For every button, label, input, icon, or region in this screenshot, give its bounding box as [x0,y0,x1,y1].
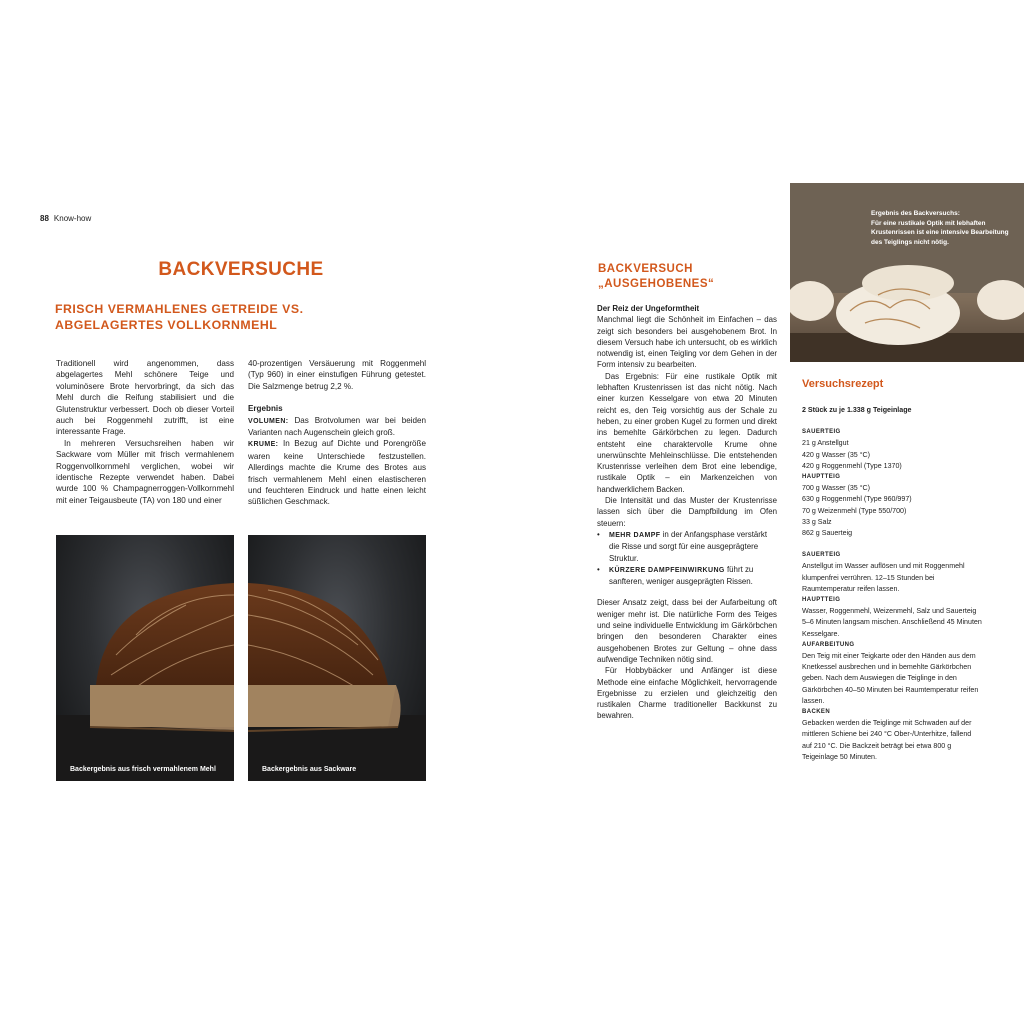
recipe-yield: 2 Stück zu je 1.338 g Teigeinlage [802,406,912,414]
paragraph: Das Ergebnis: Für eine rustikale Optik mit lebhaften Krustenrissen ist das nicht nötig. Nach einer kurzen Kesselgare von etwa 20 Minuten reicht es, den Teig vorsichtig aus der Schale zu heben, zu einer groben Kugel zu formen und direkt ins bemehlte Gärkörbchen zu legen. Dadurch entsteht eine charaktervolle Krume ohne unerwünschte Mehleinschlüsse. Die entstehenden Krustenrisse verleihen dem Brot eine lebendige, rustikale Optik – ein Markenzeichen von handwerklichem Backen. [597,371,777,494]
bread-photo-fresh-flour [56,535,234,781]
bullet-text: in der Anfangsphase verstärkt die Risse und sorgt für eine ausgeprägtere Struktur. [609,529,768,563]
volume-text: Das Brotvolumen war bei beiden Varianten nach Augenschein gleich groß. [248,415,426,438]
page-title: BACKVERSUCHE [158,259,324,280]
photo-caption: Backergebnis aus frisch vermahlenem Mehl [70,766,216,773]
caption-line-1: Ergebnis des Backversuchs: [871,210,960,217]
paragraph: Manchmal liegt die Schönheit im Einfachen – das zeigt sich besonders bei ausgehobenem Brot. In diesem Versuch habe ich untersucht, ob es wirklich notwendig ist, einen Teigling vor dem Gehen in der Form intensiv zu bearbeiten. [597,315,777,370]
paragraph: Traditionell wird angenommen, dass abgelagertes Mehl schönere Teige und voluminösere Brote hervorbringt, da sich das Mehl durch die Reifung stabilisiert und die Glutenstruktur verbessert. Doch ob dieser Vorteil auch bei Roggenmehl zutrifft, ist eine interessante Frage. [56,359,234,437]
bread-half-image [248,535,426,781]
step-sourdough-text: Anstellgut im Wasser auflösen und mit Roggenmehl klumpenfrei verrühren. 12–15 Stunden bei Raumtemperatur reifen lassen. [802,562,965,593]
ingredient-item: 33 g Salz [802,517,832,526]
bullet-label: MEHR DAMPF [609,531,661,539]
crumb-text: In Bezug auf Dichte und Porengröße waren keine Unterschiede festzustellen. Allerdings machte die Krume des Brotes aus frisch vermahlenem Mehl einen elastischeren und feuchteren Eindruck und hatte einen leicht süßlichen Geschmack. [248,439,426,507]
caption-line-2: Für eine rustikale Optik mit lebhaften Krustenrissen ist eine intensive Bearbeitung des Teiglings nicht nötig. [871,219,1009,246]
step-main-dough-text: Wasser, Roggenmehl, Weizenmehl, Salz und Sauerteig 5–6 Minuten langsam mischen. Anschließend 45 Minuten Kesselgare. [802,607,982,638]
paragraph: 40-prozentigen Versäuerung mit Roggenmehl (Typ 960) in einer einstufigen Führung getestet. Die Salzmenge betrug 2,2 %. [248,359,426,391]
ingredients-main-dough-label: HAUPTTEIG [802,474,841,481]
recipe-title: Versuchsrezept [802,378,884,390]
page-header [40,214,91,223]
page-number: 88 [40,214,49,223]
step-baking-label: BACKEN [802,709,831,716]
section-title-line-2: „AUSGEHOBENES“ [598,278,715,290]
step-sourdough-label: SAUERTEIG [802,552,841,559]
step-shaping-text: Den Teig mit einer Teigkarte oder den Händen aus dem Knetkessel ausbrechen und in bemehlte Gärkörbchen geben. Nach dem Auswiegen die Teiglinge in den Gärkörbchen 40–50 Minuten bei Raumtemperatur reifen lassen. [802,652,979,705]
step-baking-text: Gebacken werden die Teiglinge mit Schwaden auf der mittleren Schiene bei 240 °C Ober-/Unterhitze, fallend auf 210 °C. Die Backzeit beträgt bei etwa 800 g Teigeinlage 50 Minuten. [802,719,972,761]
recipe-box [802,405,982,763]
text-column-middle [597,303,777,722]
ingredient-item: 420 g Wasser (35 °C) [802,450,871,459]
section-label: Know-how [53,214,92,223]
volume-paragraph [248,415,426,439]
bullet-text: führt zu sanfteren, weniger ausgeprägten Rissen. [609,564,754,587]
text-column-left [56,358,234,506]
crumb-paragraph [248,438,426,507]
step-main-dough-label: HAUPTTEIG [802,597,841,604]
crumb-label: KRUME: [248,441,279,449]
volume-label: VOLUMEN: [248,417,289,425]
list-item [597,564,777,588]
page-subtitle [55,301,435,333]
section-title-line-1: BACKVERSUCH [598,263,693,275]
ingredient-item: 630 g Roggenmehl (Type 960/997) [802,495,912,504]
list-item [597,529,777,564]
text-column-right [248,358,426,508]
section-subheading: Der Reiz der Ungeformtheit [597,304,700,313]
oven-bread-photo [790,183,1024,362]
subtitle-line-1: FRISCH VERMAHLENES GETREIDE VS. [55,302,304,316]
result-heading: Ergebnis [248,404,283,414]
photo-caption: Backergebnis aus Sackware [262,766,357,773]
subtitle-line-2: ABGELAGERTES VOLLKORNMEHL [55,318,278,332]
ingredient-item: 70 g Weizenmehl (Type 550/700) [802,506,907,515]
photo-caption [871,209,1021,247]
bread-photo-bagged-flour [248,535,426,781]
ingredients-sourdough-label: SAUERTEIG [802,429,841,436]
ingredient-item: 862 g Sauerteig [802,529,853,538]
section-title [598,262,714,292]
paragraph: Die Intensität und das Muster der Krustenrisse lassen sich über die Dampfbildung im Ofen steuern: [597,496,777,528]
step-shaping-label: AUFARBEITUNG [802,641,855,648]
steam-list [597,529,777,587]
paragraph: Dieser Ansatz zeigt, dass bei der Aufarbeitung oft weniger mehr ist. Die natürliche Form des Teiges und seine individuelle Entwicklung im Gärkörbchen bringen den besonderen Charakter eines ausgehobenen Brotes zur Geltung – ohne dass aufwendige Techniken nötig sind. [597,598,777,664]
ingredient-item: 420 g Roggenmehl (Type 1370) [802,461,902,470]
bullet-label: KÜRZERE DAMPFEINWIRKUNG [609,566,725,574]
paragraph: In mehreren Versuchsreihen haben wir Sackware vom Müller mit frisch vermahlenem Roggenvollkornmehl verglichen, wobei wir identische Rezepte verwendet haben. Dabei wurde 100 % Champagnerroggen-Vollkornmehl mit einer Teigausbeute (TA) von 180 und einer [56,438,234,505]
paragraph: Für Hobbybäcker und Anfänger ist diese Methode eine einfache Möglichkeit, hervorragende Ergebnisse zu erzielen und gleichzeitig den rustikalen Charme traditioneller Backkunst zu bewahren. [597,666,777,721]
ingredient-item: 21 g Anstellgut [802,439,849,448]
ingredient-item: 700 g Wasser (35 °C) [802,484,871,493]
bread-half-image [56,535,234,781]
